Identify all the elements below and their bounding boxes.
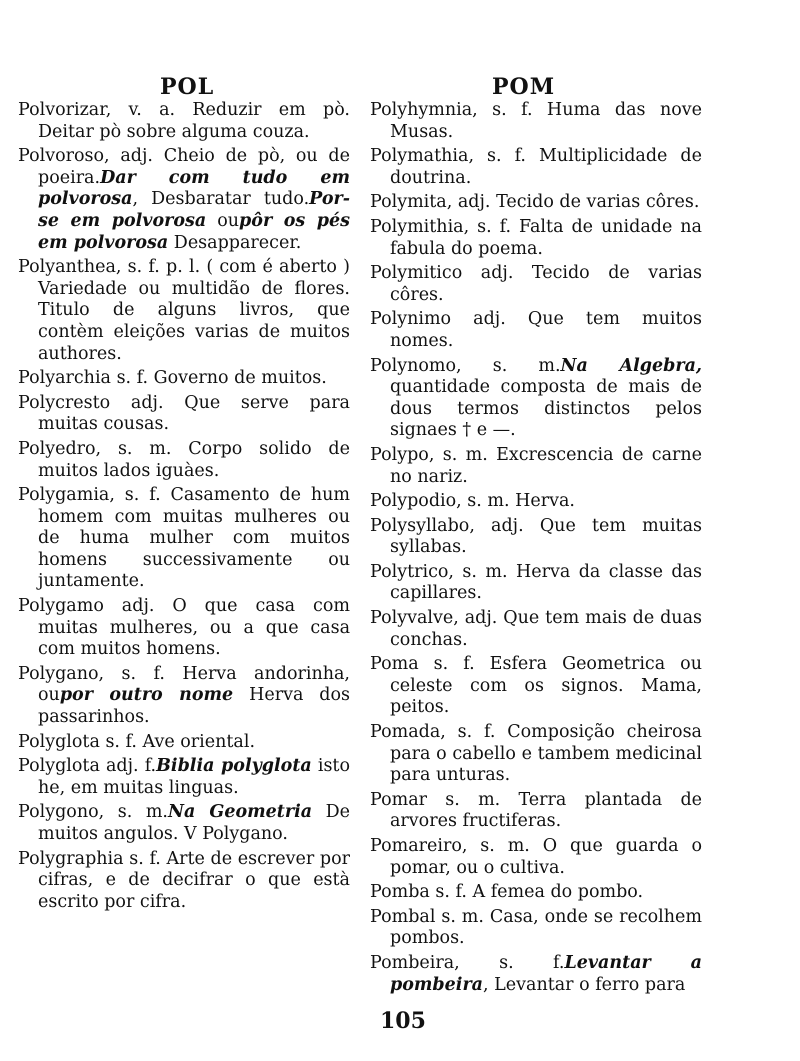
entry-headword: Polycresto <box>18 392 111 413</box>
entry-definition: , adj. Cheio de pò, ou de poeira. <box>38 146 350 188</box>
entry-headword: Pombal <box>370 906 436 927</box>
dictionary-entry <box>370 836 702 879</box>
dictionary-entry <box>18 100 350 143</box>
entry-definition: , s. f. Casamento de hum homem com muitas mulheres ou de huma mulher com muitos homens successivamente ou juntamente. <box>38 485 350 592</box>
entry-headword: Polymathia <box>370 146 469 167</box>
entry-definition: , s. f. Falta de unidade na fabula do poema. <box>390 216 702 259</box>
dictionary-entry <box>370 907 702 950</box>
dictionary-entry <box>18 146 350 254</box>
entry-headword: Polyglota <box>18 756 100 777</box>
dictionary-entry <box>18 849 350 914</box>
entry-definition: isto he, em muitas linguas. <box>38 756 351 798</box>
entry-definition: s. m. Terra plantada de arvores fructiferas. <box>390 789 702 832</box>
dictionary-entry <box>370 608 702 651</box>
entry-headword: Pomar <box>370 789 427 810</box>
entry-definition: , Desbaratar tudo. <box>132 189 310 210</box>
dictionary-entry <box>370 146 702 189</box>
dictionary-entry <box>370 263 702 306</box>
dictionary-entry <box>370 882 702 904</box>
entry-definition: De muitos angulos. V Polygano. <box>38 802 351 844</box>
entry-definition: , s. f. <box>454 952 565 973</box>
entry-definition: adj. Que tem muitos nomes. <box>390 309 702 351</box>
entry-definition: ou <box>206 210 240 231</box>
entry-definition: s. f. A femea do pombo. <box>429 882 644 903</box>
entry-headword: Pombeira <box>370 952 455 973</box>
entry-headword: Polygono <box>18 802 99 823</box>
dictionary-entry <box>370 722 702 787</box>
entry-phrase: Dar com tudo em polvorosa <box>38 167 350 210</box>
page-number: 105 <box>380 1008 426 1034</box>
entry-headword: Pomba <box>370 882 430 903</box>
entry-headword: Polyvalve <box>370 608 454 629</box>
left-column-header: POL <box>160 74 215 100</box>
entry-headword: Polygano <box>18 663 99 684</box>
entry-definition: adj. O que casa com muitas mulheres, ou a que casa com muitos homens. <box>38 596 350 660</box>
entry-definition: , s. m. O que guarda o pomar, ou o cultiva. <box>390 836 702 878</box>
entry-definition: , v. a. Reduzir em pò. Deitar pò sobre alguma couza. <box>38 100 350 142</box>
entry-definition: s. f. Arte de escrever por cifras, e de decifrar o que està escrito por cifra. <box>38 848 350 912</box>
dictionary-entry <box>370 309 702 352</box>
entry-headword: Polytrico <box>370 561 449 582</box>
entry-headword: Polyhymnia <box>370 100 473 120</box>
entry-headword: Polygamia <box>18 485 110 506</box>
entry-definition: , s. f. Herva andorinha, ou <box>38 663 350 706</box>
dictionary-entry <box>18 802 350 845</box>
entry-definition: adj. f. <box>99 756 157 777</box>
entry-headword: Polygamo <box>18 596 104 617</box>
entry-headword: Polynomo <box>370 355 457 376</box>
entry-definition: , s. m. Herva da classe das capillares. <box>390 561 702 604</box>
entry-definition: adj. Que serve para muitas cousas. <box>38 392 350 435</box>
entry-headword: Polysyllabo <box>370 515 470 536</box>
dictionary-entry <box>370 562 702 605</box>
entry-headword: Polvorizar <box>18 100 106 120</box>
entry-definition: s. f. Governo de muitos. <box>111 368 327 389</box>
dictionary-entry <box>370 100 702 143</box>
dictionary-entry <box>370 654 702 719</box>
entry-headword: Polynimo <box>370 309 452 330</box>
dictionary-entry <box>18 596 350 661</box>
entry-phrase: Na Geometria <box>167 802 313 823</box>
entry-definition: , s. m. <box>456 355 561 376</box>
entry-headword: Polygraphia <box>18 848 124 869</box>
dictionary-entry <box>370 217 702 260</box>
entry-definition: , s. m. <box>98 802 168 823</box>
entry-headword: Polymita <box>370 192 447 213</box>
entry-definition: , s. m. Herva. <box>456 491 575 512</box>
entry-definition: , Levantar o ferro para <box>483 974 686 995</box>
entry-definition: , s. m. Excrescencia de carne no nariz. <box>390 444 702 487</box>
dictionary-entry <box>18 393 350 436</box>
dictionary-entry <box>18 732 350 754</box>
entry-definition: , adj. Tecido de varias côres. <box>446 192 700 213</box>
entry-definition: , s. f. p. l. ( com é aberto ) Variedade ou multidão de flores. Titulo de alguns livros, que contèm eleições varias de muitos authores. <box>38 257 350 364</box>
dictionary-entry <box>18 664 350 729</box>
dictionary-entry <box>370 516 702 559</box>
entry-headword: Polyarchia <box>18 368 111 389</box>
entry-definition: , adj. Que tem muitas syllabas. <box>390 515 702 558</box>
dictionary-entry <box>18 439 350 482</box>
entry-phrase: por outro nome <box>59 685 234 706</box>
dictionary-entry <box>18 485 350 593</box>
entry-headword: Polyedro <box>18 438 96 459</box>
right-column <box>370 100 702 999</box>
entry-headword: Pomada <box>370 722 441 743</box>
dictionary-entry <box>18 368 350 390</box>
entry-definition: s. f. Ave oriental. <box>99 731 256 752</box>
entry-headword: Polymitico <box>370 263 463 284</box>
entry-headword: Polyglota <box>18 731 100 752</box>
entry-definition: , s. f. Composição cheirosa para o cabello e tambem medicinal para unturas. <box>390 722 702 786</box>
dictionary-entry <box>370 953 702 996</box>
entry-definition: , s. m. Corpo solido de muitos lados iguàes. <box>38 438 350 481</box>
entry-headword: Polymithia <box>370 216 464 237</box>
entry-headword: Polvoroso <box>18 146 105 167</box>
entry-headword: Polypodio <box>370 491 457 512</box>
right-column-header: POM <box>492 74 556 100</box>
dictionary-entry <box>370 491 702 513</box>
entry-definition: , adj. Que tem mais de duas conchas. <box>390 608 702 650</box>
entry-definition: quantidade composta de mais de dous termos distinctos pelos signaes † e —. <box>390 377 702 441</box>
entry-definition: s. m. Casa, onde se recolhem pombos. <box>390 906 702 949</box>
dictionary-entry <box>370 356 702 442</box>
entry-definition: adj. Tecido de varias côres. <box>390 263 702 305</box>
entry-headword: Poma <box>370 654 419 675</box>
entry-definition: s. f. Esfera Geometrica ou celeste com os signos. Mama, peitos. <box>390 654 702 718</box>
entry-phrase: Levantar a pombeira <box>390 952 702 995</box>
entry-phrase: Biblia polyglota <box>156 756 312 777</box>
entry-definition: Herva dos passarinhos. <box>38 685 350 728</box>
dictionary-entry <box>370 790 702 833</box>
left-column <box>18 100 350 916</box>
dictionary-entry <box>370 192 702 214</box>
entry-phrase: pôr os pés em polvorosa <box>38 210 351 253</box>
entry-headword: Polyanthea <box>18 257 116 278</box>
entry-definition: Desapparecer. <box>168 232 302 253</box>
entry-headword: Pomareiro <box>370 836 462 856</box>
dictionary-entry <box>18 257 350 365</box>
entry-headword: Polypo <box>370 444 429 465</box>
dictionary-entry <box>370 445 702 488</box>
dictionary-entry <box>18 756 350 799</box>
entry-phrase: Por-se em polvorosa <box>38 189 350 231</box>
entry-definition: , s. f. Huma das nove Musas. <box>390 100 702 142</box>
entry-phrase: Na Algebra, <box>560 355 702 376</box>
entry-definition: , s. f. Multiplicidade de doutrina. <box>390 146 702 188</box>
